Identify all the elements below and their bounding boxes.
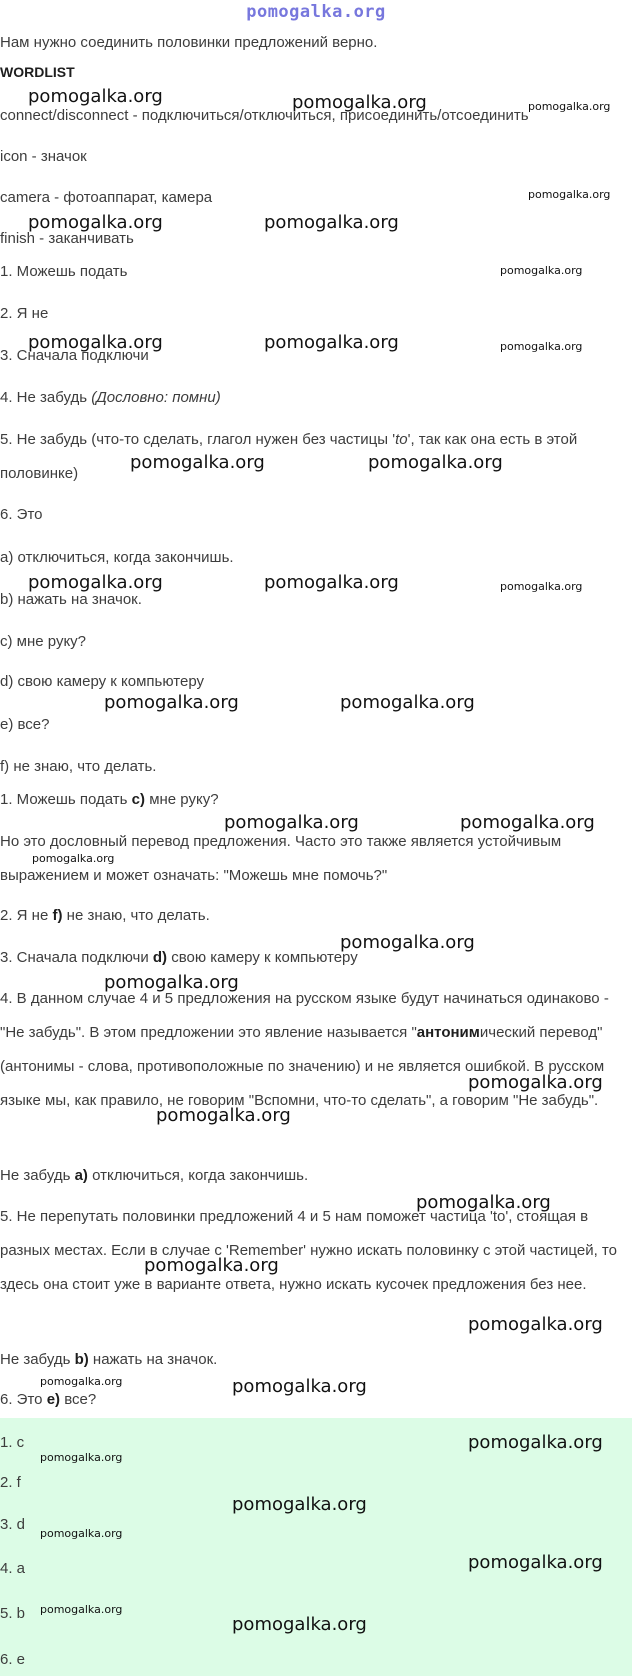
wordlist-item: connect/disconnect - подключиться/отключиться, присоединить/отсоединить — [0, 107, 529, 124]
watermark: pomogalka.org — [340, 932, 475, 953]
explanation-2: 2. Я не f) не знаю, что делать. — [0, 907, 210, 924]
watermark: pomogalka.org — [224, 812, 359, 833]
answer-line: 6. e — [0, 1651, 26, 1668]
watermark: pomogalka.org — [28, 86, 163, 107]
watermark: pomogalka.org — [232, 1376, 367, 1397]
watermark: pomogalka.org — [130, 452, 265, 473]
watermark: pomogalka.org — [368, 452, 503, 473]
watermark: pomogalka.org — [500, 580, 583, 593]
option-f: f) не знаю, что делать. — [0, 758, 157, 775]
watermark: pomogalka.org — [340, 692, 475, 713]
answer-line: 5. b — [0, 1605, 26, 1622]
answer-line: 2. f — [0, 1474, 21, 1491]
task-sentence-4: 4. Не забудь (Дословно: помни) — [0, 389, 221, 406]
watermark: pomogalka.org — [416, 1192, 551, 1213]
watermark: pomogalka.org — [500, 340, 583, 353]
answer-line: 3. d — [0, 1516, 26, 1533]
explanation-4: 4. В данном случае 4 и 5 предложения на русском языке будут начинаться одинаково - "Не забудь". В этом предложении это явление называется "антонимический перевод" (антонимы - слова, противоположные по значению) и не является ошибкой. В русском языке мы, как правило, не говорим "Вспомни, что-то сделать", а говорим "Не забудь". — [0, 990, 609, 1109]
wordlist-item: finish - заканчивать — [0, 230, 134, 247]
option-e: e) все? — [0, 716, 50, 733]
watermark: pomogalka.org — [468, 1314, 603, 1335]
watermark: pomogalka.org — [144, 1255, 279, 1276]
task-sentence-1: 1. Можешь подать — [0, 263, 128, 280]
watermark: pomogalka.org — [40, 1375, 123, 1388]
watermark: pomogalka.org — [104, 692, 239, 713]
explanation-1-note: Но это дословный перевод предложения. Часто это также является устойчивым выражением и может означать: "Можешь мне помочь?" — [0, 833, 562, 884]
explanation-1: 1. Можешь подать c) мне руку? — [0, 791, 219, 808]
wordlist-heading: WORDLIST — [0, 64, 75, 80]
literal-note: (Дословно: помни) — [91, 389, 221, 406]
intro-text: Нам нужно соединить половинки предложений верно. — [0, 34, 378, 51]
watermark: pomogalka.org — [264, 572, 399, 593]
watermark: pomogalka.org — [104, 972, 239, 993]
answer-line: 1. c — [0, 1434, 25, 1451]
watermark: pomogalka.org — [528, 188, 611, 201]
watermark: pomogalka.org — [264, 332, 399, 353]
explanation-5-answer: Не забудь b) нажать на значок. — [0, 1351, 218, 1368]
watermark: pomogalka.org — [40, 1451, 123, 1464]
watermark: pomogalka.org — [232, 1494, 367, 1515]
option-c: c) мне руку? — [0, 633, 87, 650]
watermark: pomogalka.org — [40, 1527, 123, 1540]
watermark: pomogalka.org — [500, 264, 583, 277]
explanation-3: 3. Сначала подключи d) свою камеру к компьютеру — [0, 949, 358, 966]
site-header: pomogalka.org — [246, 2, 386, 22]
watermark: pomogalka.org — [32, 852, 115, 865]
option-d: d) свою камеру к компьютеру — [0, 673, 204, 690]
watermark: pomogalka.org — [28, 332, 163, 353]
explanation-6: 6. Это e) все? — [0, 1391, 97, 1408]
task-sentence-3: 3. Сначала подключи — [0, 347, 149, 364]
answer-block — [0, 1418, 632, 1676]
watermark: pomogalka.org — [156, 1105, 291, 1126]
wordlist-item: icon - значок — [0, 148, 87, 165]
watermark: pomogalka.org — [468, 1552, 603, 1573]
wordlist-item: camera - фотоаппарат, камера — [0, 189, 213, 206]
watermark: pomogalka.org — [40, 1603, 123, 1616]
explanation-5: 5. Не перепутать половинки предложений 4 и 5 нам поможет частица 'to', стоящая в разных местах. Если в случае с 'Remember' нужно искать половинку с этой частицей, то здесь она стоит уже в варианте ответа, нужно искать кусочек предложения без нее. — [0, 1208, 617, 1293]
task-sentence-2: 2. Я не — [0, 305, 49, 322]
watermark: pomogalka.org — [264, 212, 399, 233]
watermark: pomogalka.org — [468, 1432, 603, 1453]
watermark: pomogalka.org — [28, 572, 163, 593]
watermark: pomogalka.org — [292, 92, 427, 113]
option-b: b) нажать на значок. — [0, 591, 142, 608]
watermark: pomogalka.org — [460, 812, 595, 833]
task-sentence-6: 6. Это — [0, 506, 43, 523]
option-a: a) отключиться, когда закончишь. — [0, 549, 234, 566]
watermark: pomogalka.org — [468, 1072, 603, 1093]
answer-line: 4. a — [0, 1560, 26, 1577]
watermark: pomogalka.org — [232, 1614, 367, 1635]
task-sentence-5: 5. Не забудь (что-то сделать, глагол нужен без частицы 'to', так как она есть в этой половинке) — [0, 431, 578, 482]
watermark: pomogalka.org — [28, 212, 163, 233]
explanation-4-answer: Не забудь a) отключиться, когда закончишь. — [0, 1167, 309, 1184]
watermark: pomogalka.org — [528, 100, 611, 113]
